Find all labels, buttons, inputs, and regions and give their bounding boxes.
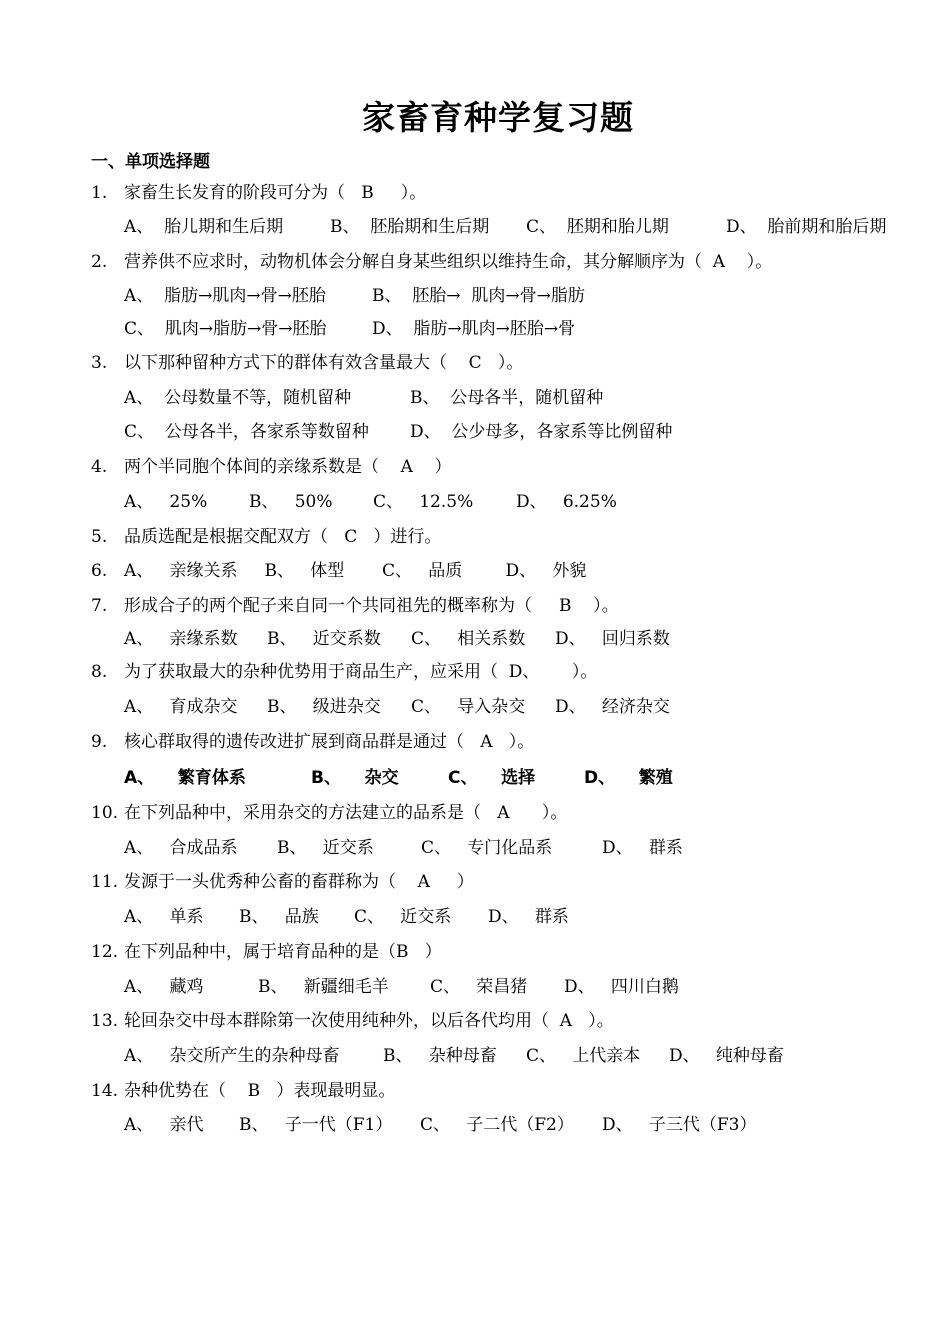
question-8: 8. 为了获取最大的杂种优势用于商品生产，应采用（ D、 ）。 [91,662,598,682]
question-14: 14. 杂种优势在（ B ）表现最明显。 [91,1081,396,1101]
question-11: 11. 发源于一头优秀种公畜的畜群称为（ A ） [91,872,474,892]
question-2: 2. 营养供不应求时，动物机体会分解自身某些组织以维持生命，其分解顺序为（ A ）。 [91,252,773,272]
question-13: 13. 轮回杂交中母本群除第一次使用纯种外，以后各代均用（ A ）。 [91,1011,614,1031]
question-12: 12. 在下列品种中，属于培育品种的是（B ） [91,942,442,962]
question-6: 6. A、 亲缘关系 B、 体型 C、 品质 D、 外貌 [91,561,587,581]
page-title: 家畜育种学复习题 [362,98,634,137]
question-5: 5. 品质选配是根据交配双方（ C ）进行。 [91,527,442,547]
question-4: 4. 两个半同胞个体间的亲缘系数是（ A ） [91,457,452,477]
question-3: 3. 以下那种留种方式下的群体有效含量最大（ C ）。 [91,353,524,373]
question-10: 10. 在下列品种中，采用杂交的方法建立的品系是（ A ）。 [91,803,568,823]
question-1: 1. 家畜生长发育的阶段可分为（ B ）。 [91,183,427,203]
question-7: 7. 形成合子的两个配子来自同一个共同祖先的概率称为（ B ）。 [91,596,619,616]
question-9: 9. 核心群取得的遗传改进扩展到商品群是通过（ A ）。 [91,732,535,752]
section-heading: 一、单项选择题 [91,152,210,172]
